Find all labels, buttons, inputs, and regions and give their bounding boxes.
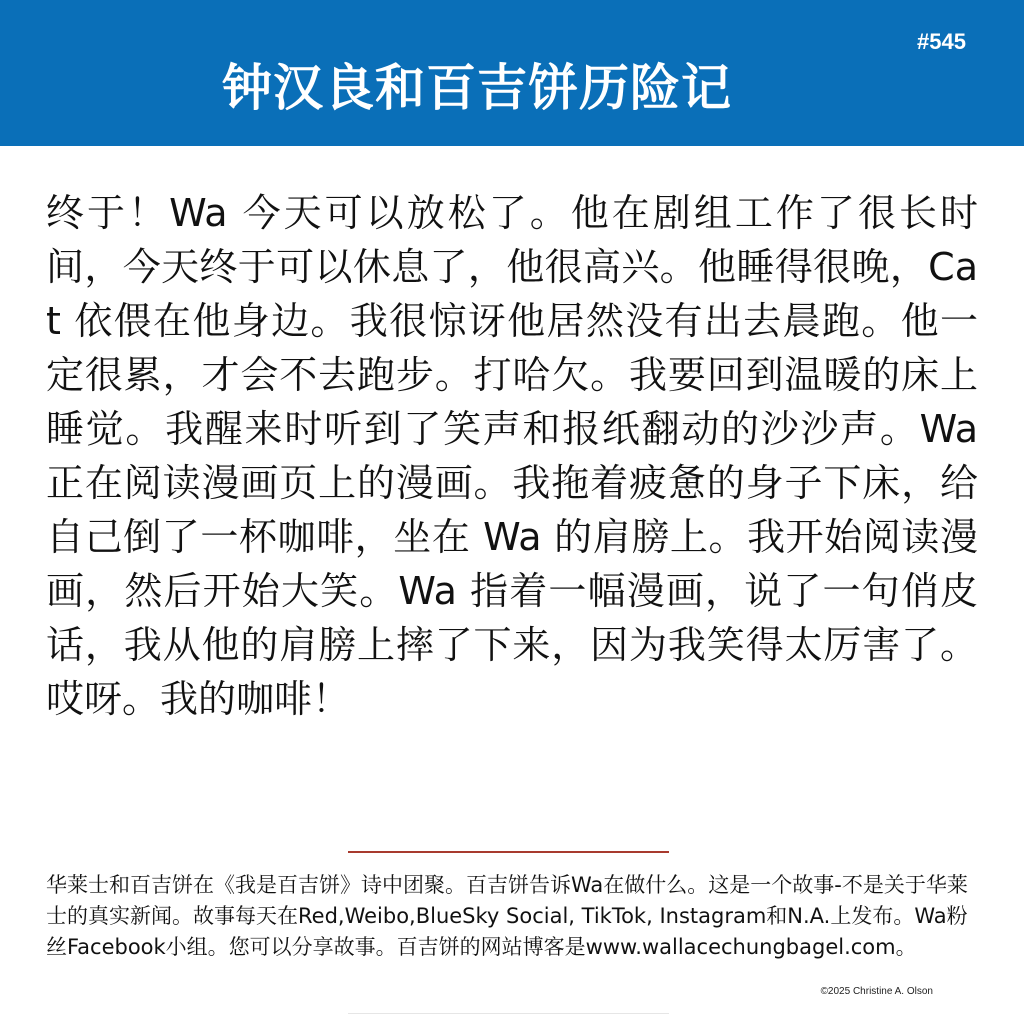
episode-number: #545 [917, 29, 966, 54]
header-banner [0, 0, 1024, 146]
bottom-divider [348, 1013, 669, 1014]
story-text: 终于！Wa 今天可以放松了。他在剧组工作了很长时间，今天终于可以休息了，他很高兴。他睡得很晚，Cat 依偎在他身边。我很惊讶他居然没有出去晨跑。他一定很累，才会不去跑步。打哈欠。我要回到温暖的床上睡觉。我醒来时听到了笑声和报纸翻动的沙沙声。Wa 正在阅读漫画页上的漫画。我拖着疲惫的身子下床，给自己倒了一杯咖啡，坐在 Wa 的肩膀上。我开始阅读漫画，然后开始大笑。Wa 指着一幅漫画，说了一句俏皮话，我从他的肩膀上摔了下来，因为我笑得太厉害了。哎呀。我的咖啡！ [46, 191, 978, 721]
page-title: 钟汉良和百吉饼历险记 [222, 59, 732, 117]
section-divider [348, 851, 669, 853]
copyright-notice: ©2025 Christine A. Olson [820, 986, 933, 997]
footer-note: 华莱士和百吉饼在《我是百吉饼》诗中团聚。百吉饼告诉Wa在做什么。这是一个故事-不是关于华莱士的真实新闻。故事每天在Red,Weibo,BlueSky Social, TikTok, Instagram和N.A.上发布。Wa粉丝Facebook小组。您可以分享故事。百吉饼的网站博客是www.wallacechungbagel.com。 [46, 873, 968, 959]
